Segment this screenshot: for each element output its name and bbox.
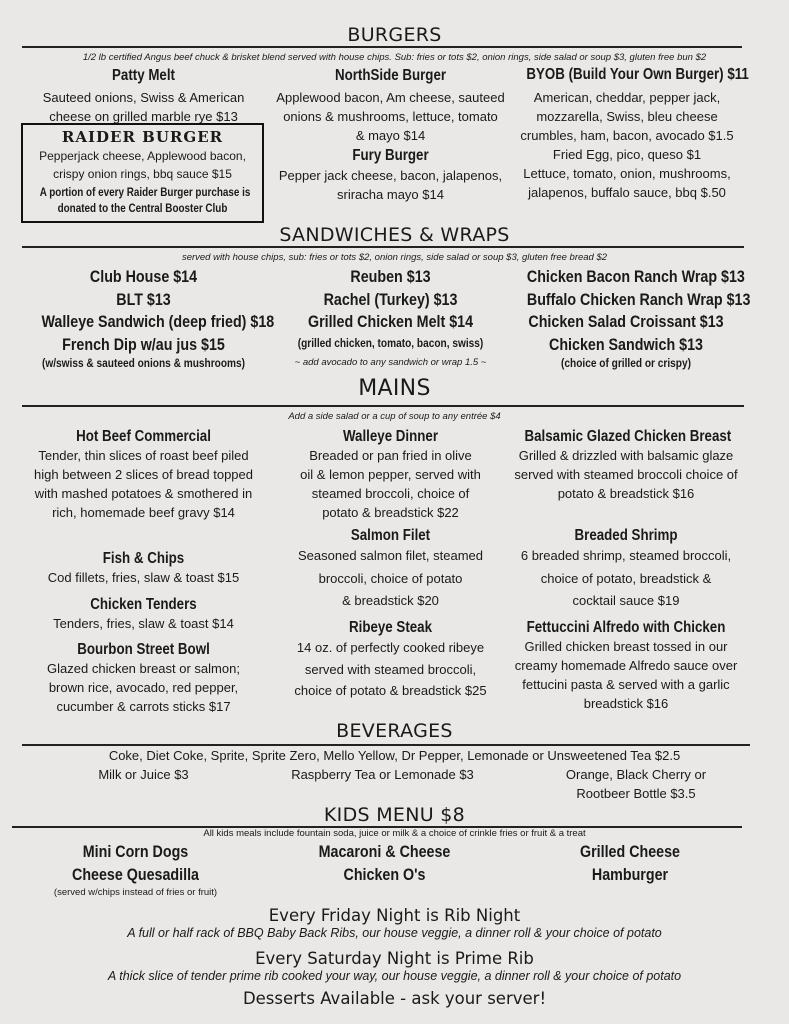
walleye-desc-3: steamed broccoli, choice of bbox=[311, 486, 470, 501]
saturday-special bbox=[0, 949, 789, 983]
balsamic-desc-2: served with steamed broccoli choice of bbox=[514, 467, 738, 482]
kids-title: KIDS MENU $8 bbox=[323, 804, 466, 826]
sandwich-col-2 bbox=[268, 266, 513, 369]
ribeye-steak bbox=[268, 618, 513, 702]
kids-col-1 bbox=[14, 841, 257, 899]
northside-burger bbox=[268, 66, 513, 145]
beverages-milk: Milk or Juice $3 bbox=[98, 767, 189, 782]
alfredo-desc-3: fettucini pasta & served with a garlic bbox=[522, 677, 730, 692]
quesadilla-note: (served w/chips instead of fries or fruit) bbox=[53, 887, 218, 898]
saturday-desc: A thick slice of tender prime rib cooked your way, our house veggie, a dinner roll & your choice of potato bbox=[107, 969, 682, 983]
salmon-desc-2: broccoli, choice of potato bbox=[318, 570, 463, 586]
walleye-desc-1: Breaded or pan fried in olive bbox=[309, 448, 472, 463]
bourbon-bowl bbox=[22, 640, 265, 716]
ribeye-desc-3: choice of potato & breadstick $25 bbox=[294, 683, 487, 698]
northside-desc-3: & mayo $14 bbox=[355, 128, 426, 143]
sandwiches-title: SANDWICHES & WRAPS bbox=[279, 224, 510, 246]
raider-burger-name: RAIDER BURGER bbox=[61, 128, 224, 146]
grilled-cheese: Grilled Cheese bbox=[579, 842, 681, 861]
sandwich-col-3 bbox=[508, 266, 751, 373]
byob-desc-2: mozzarella, Swiss, bleu cheese bbox=[536, 109, 718, 124]
alfredo-name: Fettuccini Alfredo with Chicken bbox=[526, 619, 726, 636]
fury-burger-name: Fury Burger bbox=[352, 147, 429, 164]
shrimp-name: Breaded Shrimp bbox=[574, 527, 678, 544]
chicken-sandwich: Chicken Sandwich $13 bbox=[549, 334, 703, 354]
byob-desc-6: jalapenos, buffalo sauce, bbq $.50 bbox=[528, 185, 726, 200]
desserts-text: Desserts Available - ask your server! bbox=[242, 989, 547, 1008]
ribeye-name: Ribeye Steak bbox=[349, 619, 432, 636]
buffalo-chicken-ranch-wrap: Buffalo Chicken Ranch Wrap $13 bbox=[526, 289, 751, 309]
walleye-desc-2: oil & lemon pepper, served with bbox=[300, 467, 481, 482]
friday-desc: A full or half rack of BBQ Baby Back Ribs, our house veggie, a dinner roll & your choice of potato bbox=[127, 926, 662, 940]
salmon-filet-name: Salmon Filet bbox=[350, 527, 431, 544]
friday-special bbox=[0, 906, 789, 940]
northside-desc-2: onions & mushrooms, lettuce, tomato bbox=[283, 109, 498, 124]
ribeye-desc-2: served with steamed broccoli, bbox=[304, 661, 477, 677]
mains-rule bbox=[22, 405, 744, 407]
fury-burger bbox=[268, 146, 513, 204]
mains-note: Add a side salad or a cup of soup to any entrée $4 bbox=[288, 411, 501, 422]
beverages-orange-2: Rootbeer Bottle $3.5 bbox=[576, 786, 696, 801]
burgers-note: 1/2 lb certified Angus beef chuck & brisket blend served with house chips. Sub: fries or tots $2, onion rings, side salad or soup $3, gluten free bun $2 bbox=[82, 52, 707, 63]
shrimp-desc-3: cocktail sauce $19 bbox=[572, 593, 680, 608]
byob-desc-3: crumbles, ham, bacon, avocado $1.5 bbox=[520, 128, 734, 143]
blt: BLT $13 bbox=[116, 289, 171, 309]
kids-col-3 bbox=[512, 841, 748, 886]
beverages-raspberry-wrap bbox=[260, 765, 505, 784]
macaroni-cheese: Macaroni & Cheese bbox=[318, 842, 451, 861]
shrimp-desc-2: choice of potato, breadstick & bbox=[540, 570, 712, 586]
kids-col-2 bbox=[262, 841, 507, 886]
burgers-rule bbox=[22, 46, 742, 48]
hot-beef bbox=[22, 427, 265, 522]
shrimp-desc-1: 6 breaded shrimp, steamed broccoli, bbox=[520, 548, 732, 563]
balsamic-desc-1: Grilled & drizzled with balsamic glaze bbox=[518, 448, 734, 463]
burgers-title: BURGERS bbox=[347, 24, 442, 46]
chicken-tenders-name: Chicken Tenders bbox=[90, 596, 197, 613]
hot-beef-desc-2: high between 2 slices of bread topped bbox=[34, 467, 253, 482]
raider-burger-desc-1: Pepperjack cheese, Applewood bacon, bbox=[39, 149, 246, 163]
sandwich-col-1 bbox=[22, 266, 275, 373]
grilled-chicken-melt: Grilled Chicken Melt $14 bbox=[307, 312, 474, 331]
byob-desc-1: American, cheddar, pepper jack, bbox=[533, 90, 721, 105]
northside-burger-name: NorthSide Burger bbox=[334, 67, 447, 84]
sandwiches-note: served with house chips, sub: fries or tots $2, onion rings, side salad or soup $3, gluten free bread $2 bbox=[181, 252, 608, 263]
northside-desc-1: Applewood bacon, Am cheese, sauteed bbox=[276, 90, 505, 105]
walleye-dinner bbox=[268, 427, 513, 522]
rachel: Rachel (Turkey) $13 bbox=[323, 289, 458, 309]
balsamic-desc-3: potato & breadstick $16 bbox=[557, 486, 695, 501]
fury-desc-1: Pepper jack cheese, bacon, jalapenos, bbox=[278, 168, 503, 183]
chicken-sandwich-note: (choice of grilled or crispy) bbox=[561, 358, 691, 370]
alfredo-desc-2: creamy homemade Alfredo sauce over bbox=[514, 658, 738, 673]
walleye-sandwich: Walleye Sandwich (deep fried) $18 bbox=[41, 312, 275, 331]
hamburger: Hamburger bbox=[591, 864, 669, 884]
beverages-line-1-wrap bbox=[0, 746, 789, 765]
chicken-tenders-desc: Tenders, fries, slaw & toast $14 bbox=[53, 616, 234, 631]
avocado-addon: ~ add avocado to any sandwich or wrap 1.5 ~ bbox=[294, 356, 487, 368]
sandwiches-rule bbox=[22, 246, 744, 248]
byob-desc-4: Fried Egg, pico, queso $1 bbox=[552, 147, 702, 162]
salmon-desc-1: Seasoned salmon filet, steamed bbox=[298, 548, 483, 563]
fish-chips-name: Fish & Chips bbox=[102, 550, 185, 567]
byob-name: BYOB (Build Your Own Burger) $11 bbox=[526, 66, 749, 83]
byob-desc-5: Lettuce, tomato, onion, mushrooms, bbox=[523, 166, 731, 181]
alfredo-desc-4: breadstick $16 bbox=[583, 696, 669, 711]
patty-melt-desc-1: Sauteed onions, Swiss & American bbox=[42, 90, 245, 105]
patty-melt-desc-2: cheese on grilled marble rye $13 bbox=[49, 109, 238, 124]
salmon-desc-3: & breadstick $20 bbox=[342, 593, 439, 608]
reuben: Reuben $13 bbox=[350, 267, 431, 286]
beverages-line-1: Coke, Diet Coke, Sprite, Sprite Zero, Mello Yellow, Dr Pepper, Lemonade or Unsweetened Tea $2.5 bbox=[108, 748, 681, 763]
chicken-tenders bbox=[22, 595, 265, 633]
fish-chips bbox=[22, 549, 265, 587]
club-house: Club House $14 bbox=[89, 267, 198, 286]
bourbon-desc-2: brown rice, avocado, red pepper, bbox=[48, 680, 239, 695]
kids-note: All kids meals include fountain soda, juice or milk & a choice of crinkle fries or fruit & a treat bbox=[203, 828, 586, 839]
ribeye-desc-1: 14 oz. of perfectly cooked ribeye bbox=[296, 640, 485, 655]
walleye-desc-4: potato & breadstick $22 bbox=[322, 505, 459, 520]
raider-burger-note-1: A portion of every Raider Burger purchase is bbox=[39, 187, 251, 199]
hot-beef-desc-1: Tender, thin slices of roast beef piled bbox=[38, 448, 249, 463]
beverages-orange-1: Orange, Black Cherry or bbox=[565, 767, 707, 782]
patty-melt bbox=[22, 66, 265, 126]
bourbon-desc-3: cucumber & carrots sticks $17 bbox=[56, 699, 231, 714]
raider-burger-desc-2: crispy onion rings, bbq sauce $15 bbox=[53, 167, 232, 181]
hot-beef-desc-4: rich, homemade beef gravy $14 bbox=[52, 505, 235, 520]
chicken-bacon-ranch-wrap: Chicken Bacon Ranch Wrap $13 bbox=[526, 267, 745, 286]
beverages-milk-wrap bbox=[22, 765, 265, 784]
fish-chips-desc: Cod fillets, fries, slaw & toast $15 bbox=[47, 570, 240, 585]
cheese-quesadilla: Cheese Quesadilla bbox=[72, 864, 199, 884]
patty-melt-name: Patty Melt bbox=[112, 67, 175, 84]
beverages-orange-wrap bbox=[518, 765, 754, 803]
chicken-os: Chicken O's bbox=[343, 864, 426, 884]
french-dip-note: (w/swiss & sauteed onions & mushrooms) bbox=[41, 358, 246, 370]
chicken-salad-croissant: Chicken Salad Croissant $13 bbox=[528, 312, 724, 331]
hot-beef-name: Hot Beef Commercial bbox=[76, 428, 211, 445]
balsamic-chicken bbox=[508, 427, 744, 503]
chicken-melt-note: (grilled chicken, tomato, bacon, swiss) bbox=[297, 337, 484, 350]
fury-desc-2: sriracha mayo $14 bbox=[337, 187, 444, 202]
fettuccini-alfredo bbox=[508, 618, 744, 713]
salmon-filet bbox=[268, 526, 513, 613]
breaded-shrimp bbox=[508, 526, 744, 613]
desserts-line bbox=[0, 989, 789, 1008]
french-dip: French Dip w/au jus $15 bbox=[62, 334, 225, 354]
bourbon-desc-1: Glazed chicken breast or salmon; bbox=[47, 661, 240, 676]
friday-title: Every Friday Night is Rib Night bbox=[268, 906, 521, 925]
hot-beef-desc-3: with mashed potatoes & smothered in bbox=[34, 486, 253, 501]
byob-burger bbox=[510, 65, 749, 202]
mains-title: MAINS bbox=[358, 376, 431, 401]
walleye-dinner-name: Walleye Dinner bbox=[342, 428, 439, 445]
bourbon-bowl-name: Bourbon Street Bowl bbox=[77, 641, 210, 658]
saturday-title: Every Saturday Night is Prime Rib bbox=[255, 949, 534, 968]
raider-burger-box bbox=[21, 123, 264, 223]
beverages-title: BEVERAGES bbox=[336, 720, 453, 742]
alfredo-desc-1: Grilled chicken breast tossed in our bbox=[524, 639, 728, 654]
mini-corn-dogs: Mini Corn Dogs bbox=[82, 842, 189, 861]
raider-burger-note-2: donated to the Central Booster Club bbox=[57, 203, 228, 215]
beverages-raspberry: Raspberry Tea or Lemonade $3 bbox=[291, 767, 474, 782]
balsamic-name: Balsamic Glazed Chicken Breast bbox=[524, 428, 732, 445]
